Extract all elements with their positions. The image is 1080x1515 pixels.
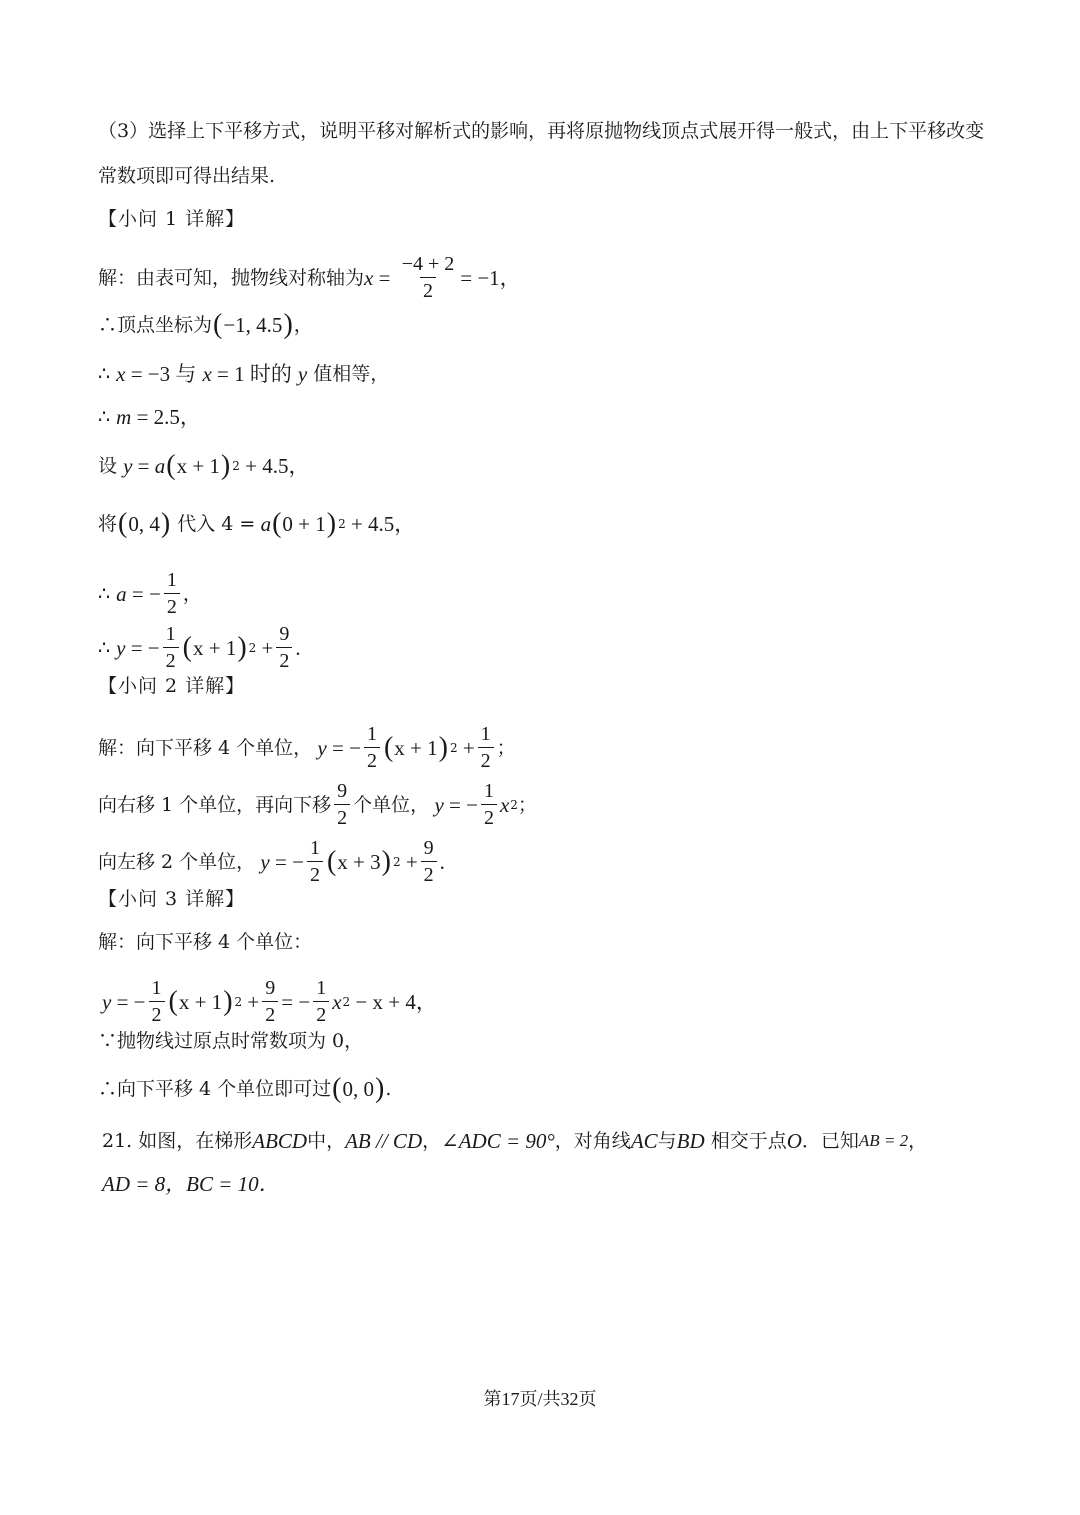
fraction: $\frac{1}{2}$ [163,622,179,673]
q1-line-8: ∴ y = − $\frac{1}{2}$ ( x + 1 ) 2 + $\frac{9}{2}$ . [98,623,301,672]
q1-line-1: 解：由表可知，抛物线对称轴为 x = $\frac{-4 + 2}{2}$ = −1， [98,253,521,302]
q1-line-7: ∴ a = − $\frac{1}{2}$ ， [98,569,202,618]
q1-line-5: 设 y = a ( x + 1 ) 2 + 4.5， [98,450,310,481]
intro-line-1: （3）选择上下平移方式，说明平移对解析式的影响，再将原抛物线顶点式展开得一般式，由上下平移改变 [98,120,985,142]
q2-line-2: 向右移 1 个单位，再向下移 $\frac{9}{2}$ 个单位， y = − $\frac{1}{2}$ x 2 ； [98,780,537,829]
q3-line-3: ∵抛物线过原点时常数项为 0， [98,1030,364,1052]
fraction: $\frac{-4 + 2}{2}$ [401,253,455,302]
q21-line-1: 21. 如图，在梯形 ABCD 中， AB // CD ， ∠ADC = 90° ，对角线 AC 与 BD 相交于点 O ．已知 AB = 2 ， [102,1129,928,1153]
q2-line-1: 解：向下平移 4 个单位， y = − $\frac{1}{2}$ ( x + 1 ) 2 + $\frac{1}{2}$ ； [98,723,516,772]
q1-line-6: 将 ( 0, 4 ) 代入 4 = a ( 0 + 1 ) 2 + 4.5， [98,508,416,539]
fraction: $\frac{1}{2}$ [149,976,165,1027]
q3-line-4: ∴向下平移 4 个单位即可过 ( 0, 0 ) . [98,1073,392,1104]
fraction: $\frac{9}{2}$ [334,779,350,830]
fraction: $\frac{1}{2}$ [164,568,180,619]
page-number: 第17页/共32页 [483,1389,597,1409]
fraction: $\frac{1}{2}$ [478,722,494,773]
fraction: $\frac{1}{2}$ [313,976,329,1027]
fraction: $\frac{9}{2}$ [276,622,292,673]
q1-line-2: ∴顶点坐标为 ( −1, 4.5 ) ， [98,309,313,340]
intro-line-2: 常数项即可得出结果. [98,165,276,187]
q2-line-3: 向左移 2 个单位， y = − $\frac{1}{2}$ ( x + 3 ) 2 + $\frac{9}{2}$ . [98,837,445,886]
q3-line-2: y = − $\frac{1}{2}$ ( x + 1 ) 2 + $\frac{9}{2}$ = − $\frac{1}{2}$ x 2 − x + 4， [102,977,437,1026]
fraction: $\frac{9}{2}$ [421,836,437,887]
fraction: $\frac{1}{2}$ [307,836,323,887]
q1-line-3: ∴ x = −3 与 x = 1 时的 y 值相等， [98,362,390,386]
q2-heading: 【小问 2 详解】 [98,675,246,697]
fraction: $\frac{9}{2}$ [262,976,278,1027]
q3-heading: 【小问 3 详解】 [98,888,246,910]
q21-line-2: AD = 8，BC = 10． [102,1172,280,1196]
q1-heading: 【小问 1 详解】 [98,208,246,230]
q1-line-4: ∴ m = 2.5， [98,405,201,429]
q3-line-1: 解：向下平移 4 个单位： [98,931,313,953]
fraction: $\frac{1}{2}$ [481,779,497,830]
fraction: $\frac{1}{2}$ [364,722,380,773]
